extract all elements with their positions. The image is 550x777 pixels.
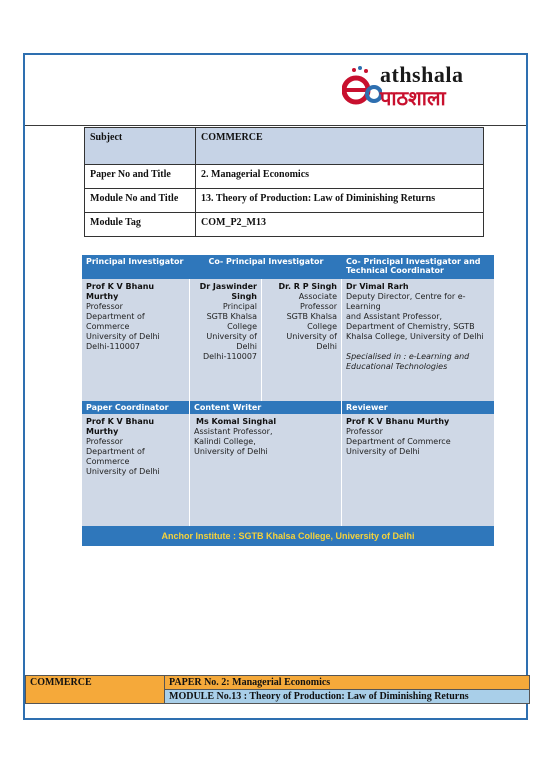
- logo-devanagari-text: पाठशाला: [380, 86, 446, 110]
- page-footer: [25, 675, 530, 704]
- content-writer-header: Content Writer: [190, 401, 342, 414]
- paper-coordinator-cell: [82, 414, 190, 526]
- paper-coordinator-name: Prof K V Bhanu Murthy: [86, 417, 155, 436]
- reviewer-line: Department of Commerce: [346, 437, 451, 446]
- epathshala-logo: [340, 60, 505, 110]
- paper-coordinator-line: Professor: [86, 437, 123, 446]
- copi-tech-cell: [342, 279, 494, 401]
- copi-tech-name: Dr Vimal Rarh: [346, 282, 409, 291]
- pi-line: University of Delhi: [86, 332, 160, 341]
- pi-cell: [82, 279, 190, 401]
- reviewer-header: Reviewer: [346, 403, 388, 412]
- table-row: [85, 165, 484, 189]
- copi-tech-header: Co- Principal Investigator and Technical Coordinator: [346, 257, 481, 275]
- content-writer-cell: [190, 414, 342, 526]
- team-panel: [82, 255, 494, 546]
- pi-line: Department of Commerce: [86, 312, 145, 331]
- footer-subject: COMMERCE: [26, 676, 165, 704]
- content-writer-line: Assistant Professor,: [194, 427, 273, 436]
- pi-line: Delhi-110007: [86, 342, 141, 351]
- copi-tech-line: and Assistant Professor, Department of Chemistry, SGTB Khalsa College, University of Delhi: [346, 312, 484, 341]
- subject-value: COMMERCE: [196, 128, 484, 165]
- reviewer-line: University of Delhi: [346, 447, 420, 456]
- copi2-line: Associate Professor: [298, 292, 337, 311]
- module-tag-value: COM_P2_M13: [196, 213, 484, 237]
- reviewer-name: Prof K V Bhanu Murthy: [346, 417, 450, 426]
- team-body-row-2: [82, 414, 494, 526]
- copi2-line: University of Delhi: [286, 332, 337, 351]
- copi-tech-line: Deputy Director, Centre for e-Learning: [346, 292, 466, 311]
- copi-header: Co- Principal Investigator: [208, 257, 324, 266]
- content-writer-name: Ms Komal Singhal: [196, 417, 277, 426]
- pi-name: Prof K V Bhanu Murthy: [86, 282, 155, 301]
- module-info-table: [84, 127, 484, 237]
- copi1-line: Delhi-110007: [202, 352, 257, 361]
- pi-line: Professor: [86, 302, 123, 311]
- content-writer-line: University of Delhi: [194, 447, 268, 456]
- team-header-row-2: [82, 401, 494, 414]
- paper-coordinator-line: University of Delhi: [86, 467, 160, 476]
- module-tag-key: Module Tag: [85, 213, 196, 237]
- copi-tech-specialisation: Specialised in : e-Learning and Educational Technologies: [346, 352, 470, 371]
- table-row: [85, 189, 484, 213]
- paper-coordinator-header: Paper Coordinator: [82, 401, 190, 414]
- anchor-institute-banner: Anchor Institute : SGTB Khalsa College, University of Delhi: [82, 526, 494, 546]
- copi1-line: University of Delhi: [206, 332, 257, 351]
- team-header-row: [82, 255, 494, 279]
- reviewer-cell: [342, 414, 494, 526]
- paper-value: 2. Managerial Economics: [196, 165, 484, 189]
- copi2-cell: [262, 279, 342, 401]
- logo-latin-text: athshala: [380, 62, 464, 87]
- table-row: [85, 213, 484, 237]
- paper-key: Paper No and Title: [85, 165, 196, 189]
- copi1-line: Principal: [222, 302, 257, 311]
- table-row: [85, 128, 484, 165]
- table-row: [26, 676, 530, 690]
- content-writer-line: Kalindi College,: [194, 437, 256, 446]
- team-body-row: [82, 279, 494, 401]
- footer-module: MODULE No.13 : Theory of Production: Law of Diminishing Returns: [165, 690, 530, 704]
- copi1-name: Dr Jaswinder Singh: [199, 282, 257, 301]
- header-rule: [25, 125, 526, 126]
- copi2-line: SGTB Khalsa College: [286, 312, 337, 331]
- copi2-name: Dr. R P Singh: [278, 282, 337, 291]
- reviewer-line: Professor: [346, 427, 383, 436]
- pi-header: Principal Investigator: [86, 257, 184, 266]
- module-value: 13. Theory of Production: Law of Diminishing Returns: [196, 189, 484, 213]
- copi1-cell: [190, 279, 262, 401]
- footer-paper: PAPER No. 2: Managerial Economics: [165, 676, 530, 690]
- paper-coordinator-line: Department of Commerce: [86, 447, 145, 466]
- module-key: Module No and Title: [85, 189, 196, 213]
- subject-key: Subject: [85, 128, 196, 165]
- epathshala-logo-icon: [342, 64, 382, 106]
- copi1-line: SGTB Khalsa College: [206, 312, 257, 331]
